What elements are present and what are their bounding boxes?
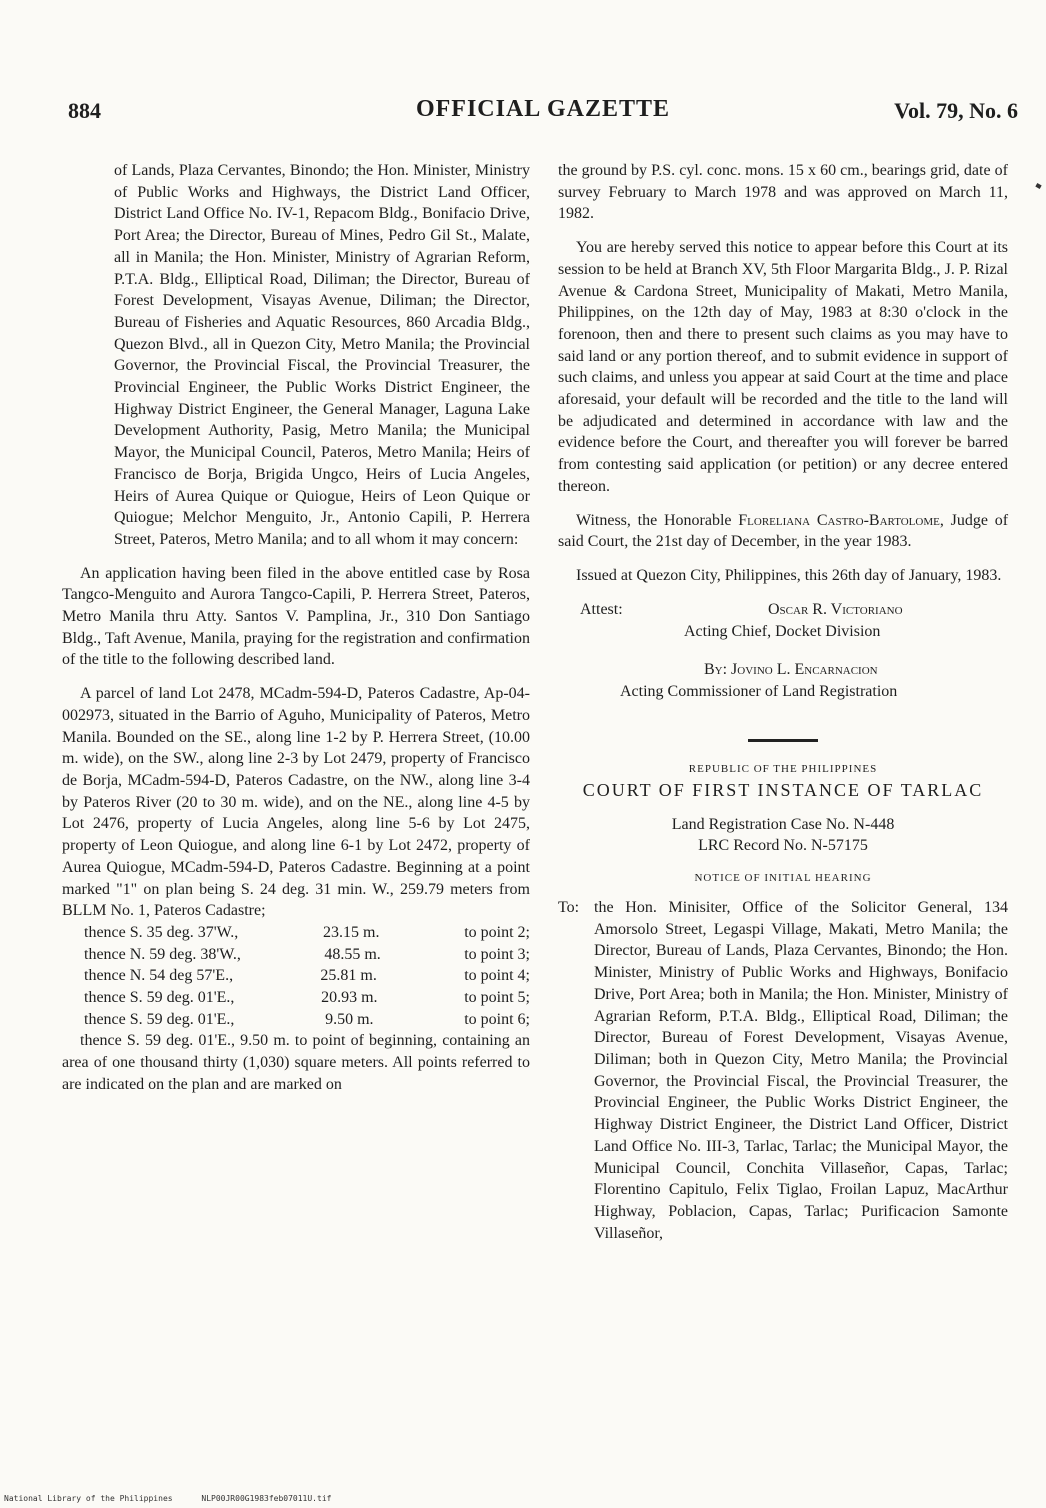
closing-paragraph: thence S. 59 deg. 01'E., 9.50 m. to point of beginning, containing an area of one thousand thirty (1,030) square meters. All points referred to are indicated on the plan and are marked on bbox=[62, 1032, 530, 1093]
left-column bbox=[62, 160, 530, 1096]
library-credit: National Library of the Philippines bbox=[4, 1494, 173, 1503]
court-heading: COURT OF FIRST INSTANCE OF TARLAC bbox=[582, 779, 984, 800]
case-number: Land Registration Case No. N-448 bbox=[671, 815, 895, 833]
attest-signatory: Oscar R. Victoriano bbox=[768, 600, 903, 618]
bearing-distance: 9.50 m. bbox=[325, 1010, 374, 1028]
bearing-distance: 48.55 m. bbox=[324, 945, 381, 963]
bearing-course: thence N. 59 deg. 38'W., bbox=[84, 945, 241, 963]
bearing-to: to point 2; bbox=[464, 923, 530, 941]
right-column bbox=[558, 160, 1008, 1244]
page-header bbox=[68, 94, 1018, 134]
bearing-line bbox=[62, 922, 530, 944]
bearing-to: to point 3; bbox=[464, 945, 530, 963]
bearing-to: to point 5; bbox=[464, 989, 530, 1007]
bearing-line bbox=[62, 965, 530, 987]
bearing-course: thence S. 59 deg. 01'E., bbox=[84, 989, 235, 1007]
bearing-line bbox=[62, 987, 530, 1009]
notice-heading: NOTICE OF INITIAL HEARING bbox=[694, 872, 872, 885]
file-name: NLP00JR00G1983feb07011U.tif bbox=[201, 1494, 332, 1503]
bearing-to: to point 4; bbox=[464, 967, 530, 985]
to-addressees bbox=[558, 897, 1008, 1244]
notice-paragraph: You are hereby served this notice to appear before this Court at its session to be held at Branch XV, 5th Floor Margarita Bldg., J. P. Rizal Avenue & Cardona Street, Municipality of Makati, Metro Manila, Philippines, on the 12th day of May, 1983 at 8:30 o'clock in the forenoon, then and there to present such claims as you may have to said land or any portion thereof, and to submit evidence in support of such claims, and unless you appear at said Court at the time and place aforesaid, your default will be recorded and the title to the land will be adjudicated and determined in accordance with law and the evidence before the Court, and thereafter you will forever be barred from contesting said application (or petition) or any decree entered thereon. bbox=[558, 239, 1008, 495]
bearing-line bbox=[62, 944, 530, 966]
by-title: Acting Commissioner of Land Registration bbox=[620, 682, 898, 700]
judge-name: Floreliana Castro-Bartolome bbox=[738, 511, 940, 529]
issued-paragraph: Issued at Quezon City, Philippines, this 26th day of January, 1983. bbox=[576, 566, 1002, 584]
page-number: 884 bbox=[68, 98, 101, 123]
application-paragraph: An application having been filed in the above entitled case by Rosa Tangco-Menguito and Aurora Tangco-Capili, P. Herrera Street, Pateros, Metro Manila thru Atty. Santos V. Pamplina, Jr., 310 Don Santiago Bldg., Taft Avenue, Manila, praying for the registration and confirmation of the title to the following described land. bbox=[62, 564, 530, 669]
volume-number: Vol. 79, No. 6 bbox=[894, 98, 1018, 123]
bearing-to: to point 6; bbox=[464, 1010, 530, 1028]
bearing-line bbox=[62, 1009, 530, 1031]
scan-footer bbox=[4, 1494, 355, 1503]
republic-heading: REPUBLIC OF THE PHILIPPINES bbox=[688, 762, 878, 775]
section-divider bbox=[748, 739, 818, 742]
by-signatory: By: Jovino L. Encarnacion bbox=[704, 660, 878, 678]
parcel-description: A parcel of land Lot 2478, MCadm-594-D, Pateros Cadastre, Ap-04-002973, situated in the Barrio of Aguho, Municipality of Pateros, Metro Manila. Bounded on the SE., along line 1-2 by P. Herrera Street, (10.00 m. wide), on the SW., along line 2-3 by Lot 2479, property of Francisco de Borja, MCadm-594-D, Pateros Cadastre, on the NW., along line 3-4 by Pateros River (20 to 30 m. wide), and on the NE., along line 4-5 by Lot 2476, property of Lucia Angeles, along line 5-6 by Lot 2475, property of Leon Quiogue, and along line 6-1 by Lot 2472, property of Aurea Quiogue, MCadm-594-D, Pateros Cadastre. Beginning at a point marked "1" on plan being S. 24 deg. 31 min. W., 259.79 meters from BLLM No. 1, Pateros Cadastre; bbox=[62, 685, 530, 920]
to-label: To: bbox=[558, 899, 580, 917]
bearing-distance: 25.81 m. bbox=[320, 967, 377, 985]
bearing-distance: 20.93 m. bbox=[321, 989, 378, 1007]
scan-mark bbox=[1035, 183, 1041, 189]
witness-pre: Witness, the Honorable bbox=[576, 511, 732, 529]
bearing-distance: 23.15 m. bbox=[323, 923, 380, 941]
bearing-course: thence S. 35 deg. 37'W., bbox=[84, 923, 239, 941]
attest-label: Attest: bbox=[580, 600, 623, 618]
witness-post: , Judge of said Court, the 21st day of December, in the year 1983. bbox=[558, 511, 1009, 551]
addressee-list: of Lands, Plaza Cervantes, Binondo; the Hon. Minister, Ministry of Public Works and Highways, the District Land Officer, District Land Office No. IV-1, Repacom Bldg., Bonifacio Drive, Port Area; the Director, Bureau of Mines, Pedro Gil St., Malate, all in Manila; the Hon. Minister, Ministry of Agrarian Reform, P.T.A. Bldg., Elliptical Road, Diliman; the Director, Bureau of Forest Development, Visayas Avenue, Diliman; the Director, Bureau of Fisheries and Aquatic Resources, 860 Arcadia Bldg., Quezon Blvd., all in Quezon City, Metro Manila; the Provincial Governor, the Provincial Fiscal, the Provincial Treasurer, the Provincial Engineer, the Public Works District Engineer, the Highway District Engineer, the General Manager, Laguna Lake Development Authority, Pasig, Metro Manila; the Municipal Mayor, the Municipal Council, Pateros, Metro Manila; Heirs of Francisco de Borja, Brigida Ungco, Heirs of Lucia Angeles, Heirs of Aurea Quique or Quiogue, Heirs of Leon Quique or Quiogue; Melchor Menguito, Jr., Antonio Capili, P. Herrera Street, Pateros, Metro Manila; and to all whom it may concern: bbox=[114, 162, 530, 548]
bearing-course: thence N. 54 deg 57'E., bbox=[84, 967, 234, 985]
publication-title: OFFICIAL GAZETTE bbox=[415, 96, 671, 122]
attest-title: Acting Chief, Docket Division bbox=[684, 622, 881, 640]
bearing-course: thence S. 59 deg. 01'E., bbox=[84, 1010, 235, 1028]
witness-paragraph bbox=[558, 510, 1008, 553]
survey-continuation: the ground by P.S. cyl. conc. mons. 15 x 60 cm., bearings grid, date of survey February to March 1978 and was approved on March 11, 1982. bbox=[558, 162, 1008, 223]
lrc-record: LRC Record No. N-57175 bbox=[698, 837, 868, 855]
to-list: the Hon. Minisiter, Office of the Solicitor General, 134 Amorsolo Street, Legaspi Village, Makati, Metro Manila; the Director, Bureau of Lands, Plaza Cervantes, Binondo; the Hon. Minister, Ministry of Public Works and Highways, Bonifacio Drive, Port Area; both in Manila; the Hon. Minister, Ministry of Agrarian Reform, P.T.A. Bldg., Elliptical Road, Diliman; the Director, Bureau of Forest Development, Visayas Avenue, Diliman; both in Quezon City, Metro Manila; the Provincial Governor, the Provincial Fiscal, the Provincial Treasurer, the Provincial Engineer, the Public Works District Engineer, the Highway District Engineer, the District Land Officer, District Land Office No. III-3, Tarlac, Tarlac; the Municipal Mayor, the Municipal Council, Conchita Villaseñor, Capas, Tarlac; Florentino Capitulo, Felix Tiglao, Froilan Lapuz, MacArthur Highway, Poblacion, Capas, Tarlac; Purificacion Samonte Villaseñor, bbox=[594, 899, 1008, 1242]
attestation-block bbox=[558, 599, 1008, 739]
